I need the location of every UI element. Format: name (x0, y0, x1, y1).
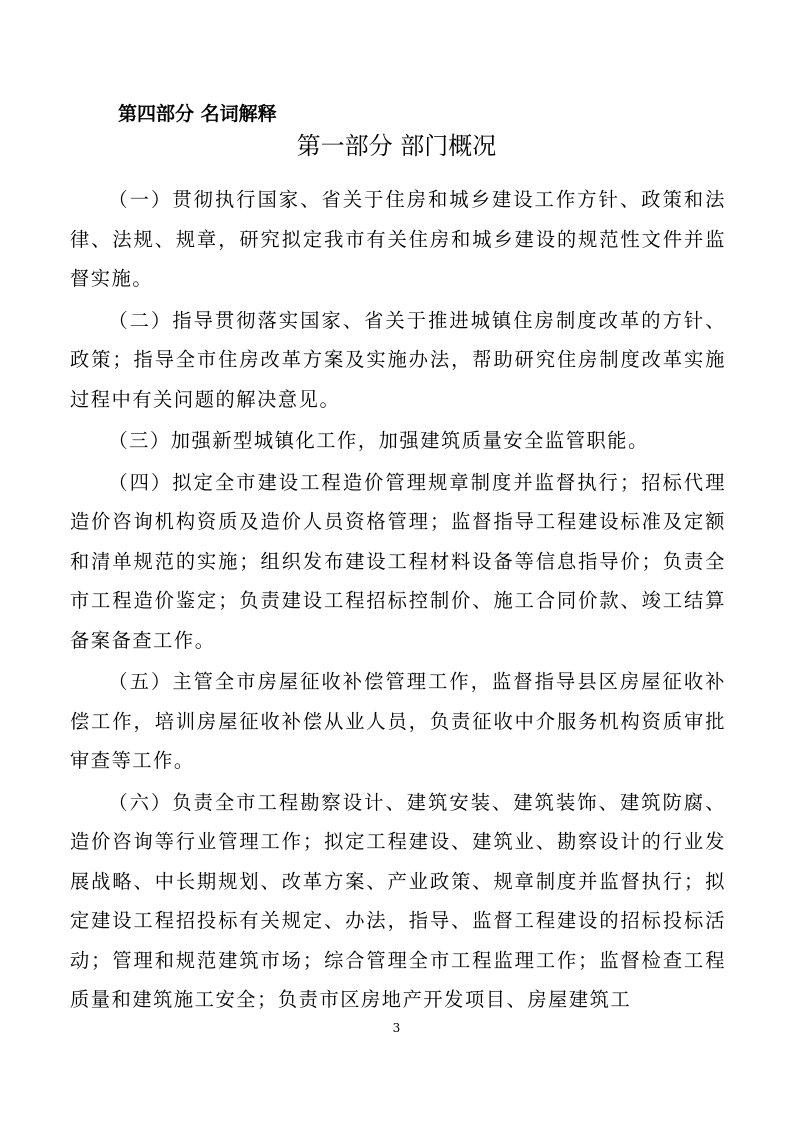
section-heading: 第四部分 名词解释 (118, 103, 277, 125)
paragraph-2: （二）指导贯彻落实国家、省关于推进城镇住房制度改革的方针、政策；指导全市住房改革方案及实施办法，帮助研究住房制度改革实施过程中有关问题的解决意见。 (70, 308, 726, 411)
page-title: 第一部分 部门概况 (296, 132, 497, 160)
paragraph-4: （四）拟定全市建设工程造价管理规章制度并监督执行；招标代理造价咨询机构资质及造价人员资格管理；监督指导工程建设标准及定额和清单规范的实施；组织发布建设工程材料设备等信息指导价；负责全市工程造价鉴定；负责建设工程招标控制价、施工合同价款、竣工结算备案备查工作。 (70, 470, 726, 652)
paragraph-3: （三）加强新型城镇化工作，加强建筑质量安全监管职能。 (108, 429, 649, 452)
page-number: 3 (392, 1021, 401, 1035)
paragraph-6: （六）负责全市工程勘察设计、建筑安装、建筑装饰、建筑防腐、造价咨询等行业管理工作；拟定工程建设、建筑业、勘察设计的行业发展战略、中长期规划、改革方案、产业政策、规章制度并监督执行；拟定建设工程招投标有关规定、办法，指导、监督工程建设的招标投标活动；管理和规范建筑市场；综合管理全市工程监理工作；监督检查工程质量和建筑施工安全；负责市区房地产开发项目、房屋建筑工 (70, 790, 726, 1011)
paragraph-5: （五）主管全市房屋征收补偿管理工作，监督指导县区房屋征收补偿工作，培训房屋征收补偿从业人员，负责征收中介服务机构资质审批审查等工作。 (70, 670, 726, 772)
paragraph-1: （一）贯彻执行国家、省关于住房和城乡建设工作方针、政策和法律、法规、规章，研究拟定我市有关住房和城乡建设的规范性文件并监督实施。 (70, 188, 726, 290)
document-body (70, 180, 726, 1022)
